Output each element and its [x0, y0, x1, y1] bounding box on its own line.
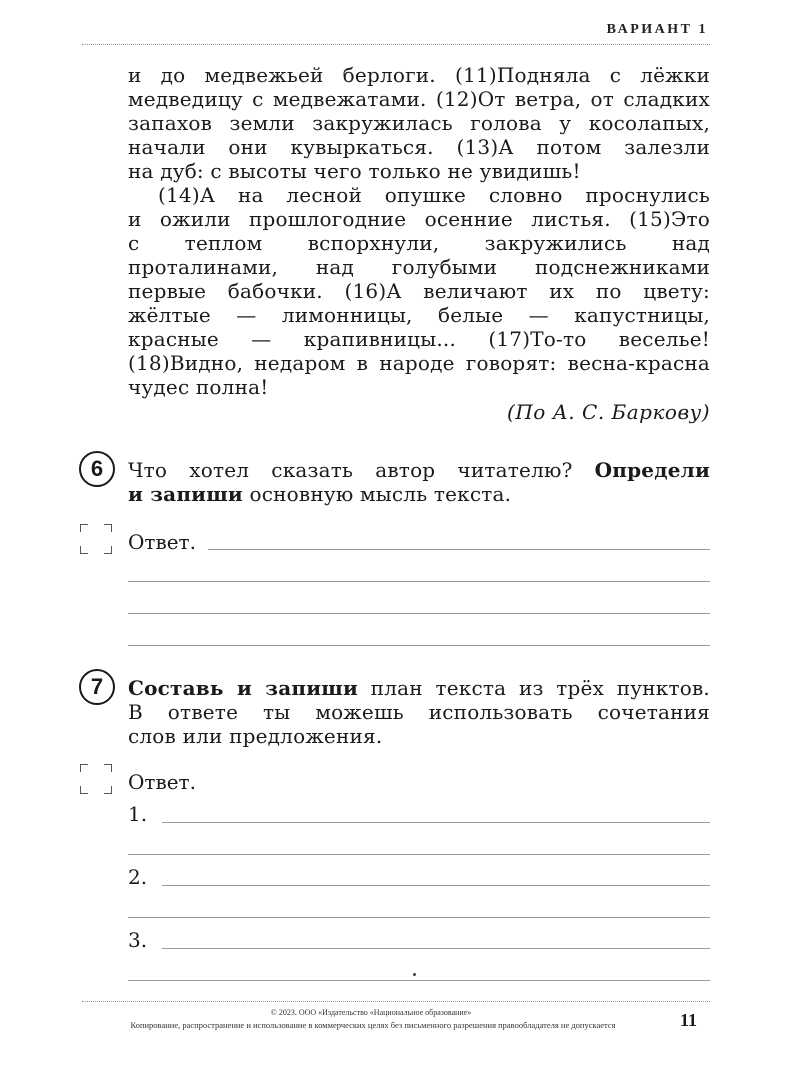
passage-line: жёлтые — лимонницы, белые — капустницы, [128, 303, 710, 327]
task-7-answer-label: Ответ. [128, 770, 196, 794]
task-6-instruction: Определи [594, 458, 710, 482]
task-6-instruction: и запиши [128, 482, 243, 506]
passage-line: (18)Видно, недаром в народе говорят: весна-красна [128, 351, 710, 375]
task-6-question-line [128, 482, 710, 506]
passage-line: красные — крапивницы... (17)То-то веселье! [128, 327, 710, 351]
task-6-answer-label: Ответ. [128, 530, 196, 554]
plan-item-3-line[interactable] [162, 948, 710, 949]
passage-line: на дуб: с высоты чего только не увидишь! [128, 159, 581, 183]
plan-item-3-line[interactable] [128, 980, 710, 981]
task-6-answer-line[interactable] [208, 549, 710, 550]
task-6-answer-line[interactable] [128, 613, 710, 614]
passage-line: первые бабочки. (16)А величают их по цвету: [128, 279, 710, 303]
task-7-number: 7 [79, 669, 115, 705]
footer-divider [82, 1001, 710, 1002]
passage-line: медведицу с медвежатами. (12)От ветра, от сладких [128, 87, 710, 111]
page-number: 11 [680, 1010, 698, 1030]
task-6-text: Что хотел сказать автор читателю? [128, 458, 595, 482]
passage-line: (14)А на лесной опушке словно проснулись [158, 183, 710, 207]
plan-item-1-label: 1. [128, 802, 148, 826]
task-7-instruction: Составь и запиши [128, 676, 358, 700]
footer-rights-notice: Копирование, распространение и использование в коммерческих целях без письменного разрешения правообладателя не допускается [130, 1020, 616, 1030]
passage-line: запахов земли закружилась голова у косолапых, [128, 111, 710, 135]
task-7-question-line: слов или предложения. [128, 724, 383, 748]
plan-item-1-line[interactable] [162, 822, 710, 823]
task-7-text: план текста из трёх пунктов. [358, 676, 710, 700]
plan-item-3-label: 3. [128, 928, 148, 952]
header-divider [82, 44, 710, 45]
task-6-number: 6 [79, 451, 115, 487]
passage-line: начали они кувыркаться. (13)А потом залезли [128, 135, 710, 159]
variant-label: ВАРИАНТ 1 [606, 22, 708, 37]
task-6-question-line [128, 458, 710, 482]
plan-item-1-line[interactable] [128, 854, 710, 855]
task-6-answer-line[interactable] [128, 645, 710, 646]
plan-item-2-line[interactable] [128, 917, 710, 918]
stray-dot [413, 973, 416, 976]
plan-item-2-label: 2. [128, 865, 148, 889]
task-7-question-line [128, 676, 710, 700]
footer-copyright: © 2023. ООО «Издательство «Национальное образование» [270, 1008, 472, 1017]
passage-line: чудес полна! [128, 375, 269, 399]
passage-line: и до медвежьей берлоги. (11)Подняла с лёжки [128, 63, 710, 87]
passage-attribution: (По А. С. Баркову) [507, 400, 710, 424]
passage-line: и ожили прошлогодние осенние листья. (15)Это [128, 207, 710, 231]
passage-line: проталинами, над голубыми подснежниками [128, 255, 710, 279]
task-7-question-line: В ответе ты можешь использовать сочетания [128, 700, 710, 724]
task-6-answer-line[interactable] [128, 581, 710, 582]
task-6-text: основную мысль текста. [242, 482, 512, 506]
passage-line: с теплом вспорхнули, закружились над [128, 231, 710, 255]
plan-item-2-line[interactable] [162, 885, 710, 886]
